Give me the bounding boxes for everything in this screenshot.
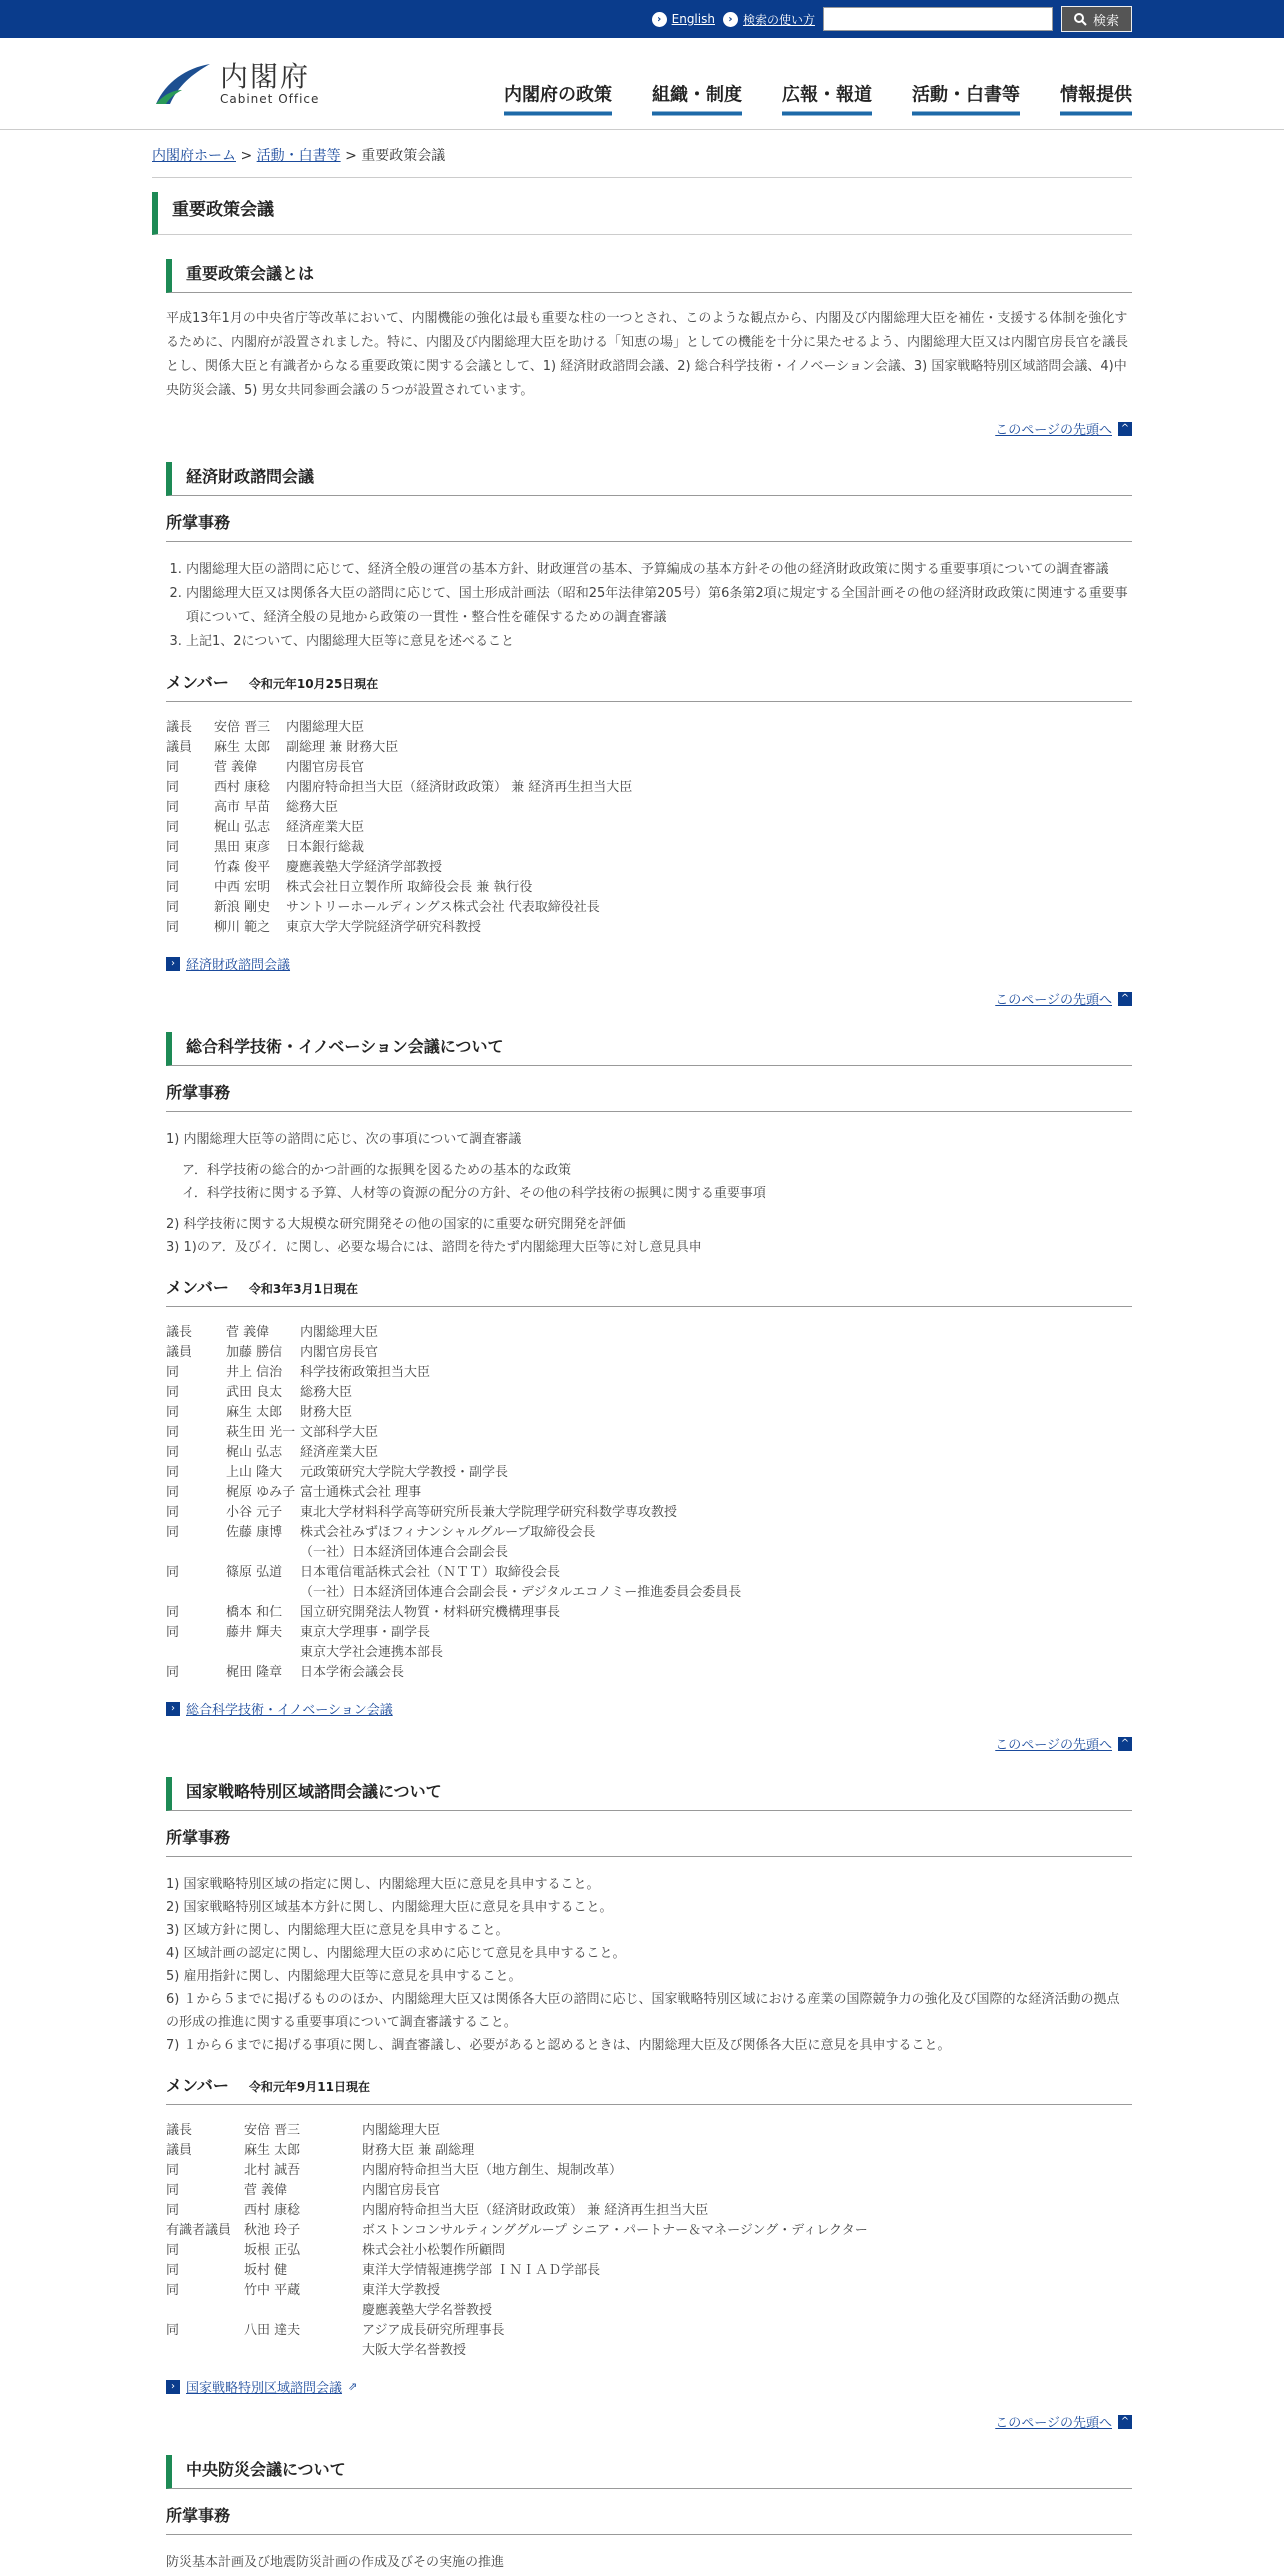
member-row: [166, 2261, 1132, 2281]
member-row: [166, 2201, 1132, 2221]
main-content: [152, 145, 1132, 2575]
member-title: 内閣府特命担当大臣（地方創生、規制改革）: [362, 2163, 623, 2178]
member-role: 同: [166, 920, 180, 935]
member-role: 同: [166, 1425, 180, 1440]
tokku-duties-heading: 所掌事務: [166, 1825, 1132, 1857]
list-item: 1. 内閣総理大臣の諮問に応じて、経済全般の運営の基本方針、財政運営の基本、予算編成の基本方針その他の経済財政政策に関する重要事項についての調査審議: [186, 558, 1132, 582]
member-title: 東洋大学教授: [362, 2283, 441, 2298]
member-row: [166, 2181, 1132, 2201]
member-role: 同: [166, 820, 180, 835]
page-title: 重要政策会議: [152, 192, 1132, 235]
member-role: 同: [166, 780, 180, 795]
member-row: [166, 1503, 1132, 1523]
member-role: 同: [166, 2203, 180, 2218]
chevron-right-icon: ›: [166, 2380, 180, 2394]
search-input[interactable]: [823, 7, 1053, 31]
keizai-members: [166, 718, 1132, 938]
keizai-related-link[interactable]: 経済財政諮問会議: [186, 958, 291, 973]
member-name: 篠原 弘道: [226, 1565, 283, 1580]
member-title: 富士通株式会社 理事: [300, 1485, 422, 1500]
tokku-related-link-wrap[interactable]: [166, 2377, 1132, 2396]
member-row: [166, 1603, 1132, 1623]
nav-press[interactable]: 広報・報道: [782, 81, 872, 116]
page-top-link-wrap[interactable]: [166, 419, 1132, 438]
tokku-related-link[interactable]: 国家戦略特別区域諮問会議: [186, 2381, 343, 2396]
list-item: 4) 区域計画の認定に関し、内閣総理大臣の求めに応じて意見を具申すること。: [166, 1946, 626, 1961]
member-title: 株式会社みずほフィナンシャルグループ取締役会長: [300, 1525, 596, 1540]
member-row: [166, 838, 1132, 858]
kagaku-related-link[interactable]: 総合科学技術・イノベーション会議: [186, 1703, 393, 1718]
member-title: 経済産業大臣: [286, 820, 365, 835]
member-role: 議長: [166, 1325, 193, 1340]
member-row: [166, 2281, 1132, 2301]
member-name: [244, 2301, 362, 2321]
nav-information[interactable]: 情報提供: [1060, 81, 1132, 116]
list-item: ア．科学技術の総合的かつ計画的な振興を図るための基本的な政策: [182, 1163, 571, 1178]
member-title: 東京大学理事・副学長: [300, 1625, 431, 1640]
top-bar: [0, 0, 1284, 38]
list-item: 7) １から６までに掲げる事項に関し、調査審議し、必要があると認めるときは、内閣総理大臣及び関係各大臣に意見を具申すること。: [166, 2038, 951, 2053]
members-date: 令和元年9月11日現在: [248, 2080, 370, 2094]
member-row: [166, 1323, 1132, 1343]
member-title: 内閣府特命担当大臣（経済財政政策） 兼 経済再生担当大臣: [286, 780, 633, 795]
member-title: 国立研究開発法人物質・材料研究機構理事長: [300, 1605, 561, 1620]
chevron-right-icon: ›: [166, 1702, 180, 1716]
member-role: 同: [166, 2323, 180, 2338]
english-link[interactable]: English: [671, 12, 715, 26]
member-role: 同: [166, 1625, 180, 1640]
member-role: 同: [166, 900, 180, 915]
member-role: [166, 1543, 226, 1563]
member-row: [166, 1623, 1132, 1643]
member-title: 東京大学大学院経済学研究科教授: [286, 920, 482, 935]
page-top-link[interactable]: このページの先頭へ: [995, 993, 1112, 1008]
breadcrumb-home[interactable]: 内閣府ホーム: [152, 148, 236, 164]
member-role: 議員: [166, 1345, 193, 1360]
search-icon: [1074, 13, 1087, 26]
member-role: 同: [166, 1665, 180, 1680]
member-name: [244, 2341, 362, 2361]
member-name: 藤井 輝夫: [226, 1625, 283, 1640]
member-role: 同: [166, 1465, 180, 1480]
member-name: [226, 1543, 300, 1563]
member-title: 慶應義塾大学名誉教授: [362, 2303, 493, 2318]
members-date: 令和3年3月1日現在: [248, 1282, 358, 1296]
member-row: [166, 1463, 1132, 1483]
member-name: 中西 宏明: [214, 880, 271, 895]
cabinet-office-logo-icon: [152, 60, 212, 108]
member-row: [166, 1643, 1132, 1663]
member-name: 坂根 正弘: [244, 2243, 301, 2258]
members-label: メンバー: [166, 673, 229, 692]
member-name: 竹中 平蔵: [244, 2283, 301, 2298]
member-row: [166, 858, 1132, 878]
search-button-label: 検索: [1092, 13, 1119, 29]
member-row: [166, 1663, 1132, 1683]
member-row: [166, 778, 1132, 798]
member-row: [166, 758, 1132, 778]
tokku-members-heading: [166, 2073, 1132, 2105]
member-title: 副総理 兼 財務大臣: [286, 740, 399, 755]
intro-heading: 重要政策会議とは: [166, 259, 1132, 293]
member-title: 東洋大学情報連携学部 ＩＮＩＡＤ学部長: [362, 2263, 601, 2278]
chevron-right-icon: ›: [723, 12, 738, 27]
kagaku-related-link-wrap[interactable]: [166, 1699, 1132, 1718]
arrow-up-icon: ^: [1118, 2415, 1132, 2429]
member-role: 議長: [166, 2123, 193, 2138]
member-row: [166, 818, 1132, 838]
page-top-link[interactable]: このページの先頭へ: [995, 423, 1112, 438]
arrow-up-icon: ^: [1118, 1737, 1132, 1751]
member-title: 財務大臣: [300, 1405, 353, 1420]
members-date: 令和元年10月25日現在: [248, 677, 379, 691]
member-name: [226, 1643, 300, 1663]
chevron-right-icon: ›: [652, 12, 667, 27]
member-name: 麻生 太郎: [226, 1405, 283, 1420]
list-item: 2) 国家戦略特別区域基本方針に関し、内閣総理大臣に意見を具申すること。: [166, 1900, 613, 1915]
members-label: メンバー: [166, 1278, 229, 1297]
member-row: [166, 2141, 1132, 2161]
member-title: 文部科学大臣: [300, 1425, 379, 1440]
member-name: 佐藤 康博: [226, 1525, 283, 1540]
member-name: 安倍 晋三: [244, 2123, 301, 2138]
member-row: [166, 1563, 1132, 1583]
member-role: 同: [166, 880, 180, 895]
list-item: 1) 内閣総理大臣等の諮問に応じ、次の事項について調査審議: [166, 1132, 522, 1147]
list-item: イ．科学技術に関する予算、人材等の資源の配分の方針、その他の科学技術の振興に関する重要事項: [182, 1186, 766, 1201]
breadcrumb-activities[interactable]: 活動・白書等: [256, 148, 341, 164]
member-row: [166, 1443, 1132, 1463]
member-row: [166, 1403, 1132, 1423]
bousai-duty: 防災基本計画及び地震防災計画の作成及びその実施の推進: [166, 2555, 505, 2570]
member-title: 日本電信電話株式会社（ＮＴＴ）取締役会長: [300, 1565, 561, 1580]
member-role: 同: [166, 1605, 180, 1620]
member-name: 柳川 範之: [214, 920, 271, 935]
kagaku-duties-heading: 所掌事務: [166, 1080, 1132, 1112]
member-name: 萩生田 光一: [226, 1425, 296, 1440]
member-row: [166, 2341, 1132, 2361]
member-row: [166, 798, 1132, 818]
member-row: [166, 738, 1132, 758]
arrow-up-icon: ^: [1118, 992, 1132, 1006]
member-role: 有識者議員: [166, 2223, 232, 2238]
member-row: [166, 2241, 1132, 2261]
member-role: 同: [166, 1385, 180, 1400]
member-row: [166, 878, 1132, 898]
member-title: （一社）日本経済団体連合会副会長: [300, 1545, 509, 1560]
member-title: 内閣官房長官: [362, 2183, 441, 2198]
member-role: 同: [166, 1565, 180, 1580]
member-name: 秋池 玲子: [244, 2223, 301, 2238]
list-item: 2) 科学技術に関する大規模な研究開発その他の国家的に重要な研究開発を評価: [166, 1217, 626, 1232]
member-name: 菅 義偉: [214, 760, 258, 775]
member-name: 梶田 隆章: [226, 1665, 283, 1680]
member-role: 議員: [166, 740, 193, 755]
keizai-heading: 経済財政諮問会議: [166, 462, 1132, 496]
member-title: 日本学術会議会長: [300, 1665, 405, 1680]
page-top-link-wrap[interactable]: [166, 2412, 1132, 2431]
logo-text-ja: 内閣府: [220, 60, 311, 93]
member-title: （一社）日本経済団体連合会副会長・デジタルエコノミー推進委員会委員長: [300, 1585, 742, 1600]
member-role: 議員: [166, 2143, 193, 2158]
member-row: [166, 1363, 1132, 1383]
member-row: [166, 2301, 1132, 2321]
nav-activities[interactable]: 活動・白書等: [912, 81, 1020, 116]
member-role: [166, 1643, 226, 1663]
member-role: 同: [166, 2243, 180, 2258]
member-row: [166, 2121, 1132, 2141]
member-row: [166, 898, 1132, 918]
breadcrumb: [152, 145, 1132, 178]
member-name: 高市 早苗: [214, 800, 271, 815]
member-name: 菅 義偉: [226, 1325, 270, 1340]
member-title: 科学技術政策担当大臣: [300, 1365, 431, 1380]
member-row: [166, 1483, 1132, 1503]
global-nav: [504, 81, 1132, 116]
member-name: 竹森 俊平: [214, 860, 271, 875]
bousai-duties-heading: 所掌事務: [166, 2503, 1132, 2535]
site-logo[interactable]: [152, 60, 319, 108]
kagaku-members: [166, 1323, 1132, 1683]
member-name: 武田 良太: [226, 1385, 283, 1400]
member-role: 同: [166, 800, 180, 815]
member-role: 同: [166, 1485, 180, 1500]
arrow-up-icon: ^: [1118, 422, 1132, 436]
member-row: [166, 718, 1132, 738]
members-label: メンバー: [166, 2076, 229, 2095]
page-top-link-wrap[interactable]: [166, 1734, 1132, 1753]
member-name: 菅 義偉: [244, 2183, 288, 2198]
tokku-duties-list: [166, 1873, 1132, 2057]
member-title: 内閣官房長官: [300, 1345, 379, 1360]
keizai-members-heading: [166, 670, 1132, 702]
member-role: 同: [166, 2283, 180, 2298]
member-role: [166, 2341, 244, 2361]
page-top-link-wrap[interactable]: [166, 989, 1132, 1008]
member-title: 総務大臣: [286, 800, 339, 815]
page-top-link[interactable]: このページの先頭へ: [995, 1738, 1112, 1753]
member-row: [166, 918, 1132, 938]
member-title: 日本銀行総裁: [286, 840, 365, 855]
member-row: [166, 1543, 1132, 1563]
kagaku-heading: 総合科学技術・イノベーション会議について: [166, 1032, 1132, 1066]
chevron-right-icon: ›: [166, 957, 180, 971]
member-title: 大阪大学名誉教授: [362, 2343, 467, 2358]
site-header: [0, 38, 1284, 130]
kagaku-duties-list: [166, 1128, 1132, 1259]
search-howto-link[interactable]: 検索の使い方: [742, 12, 815, 27]
list-item: 3) 区域方針に関し、内閣総理大臣に意見を具申すること。: [166, 1923, 509, 1938]
member-name: 梶山 弘志: [226, 1445, 283, 1460]
tokku-members: [166, 2121, 1132, 2361]
bousai-heading: 中央防災会議について: [166, 2455, 1132, 2489]
member-name: 上山 隆大: [226, 1465, 283, 1480]
member-name: 井上 信治: [226, 1365, 283, 1380]
member-name: 坂村 健: [244, 2263, 288, 2278]
member-title: 株式会社日立製作所 取締役会長 兼 執行役: [286, 880, 533, 895]
english-link-wrap[interactable]: [652, 12, 715, 27]
member-role: 同: [166, 760, 180, 775]
intro-text: 平成13年1月の中央省庁等改革において、内閣機能の強化は最も重要な柱の一つとされ、このような観点から、内閣及び内閣総理大臣を補佐・支援する体制を強化するために、内閣府が設置されました。特に、内閣及び内閣総理大臣を助ける「知恵の場」としての機能を十分に果たせるよう、内閣総理大臣又は内閣官房長官を議長とし、関係大臣と有識者からなる重要政策に関する会議として、1) 経済財政諮問会議、2) 総合科学技術・イノベーション会議、3) 国家戦略特別区域諮問会議、4)中央防災会議、5) 男女共同参画会議の５つが設置されています。: [166, 311, 1129, 398]
member-role: 同: [166, 1505, 180, 1520]
member-role: [166, 1583, 226, 1603]
member-row: [166, 1383, 1132, 1403]
member-name: 加藤 勝信: [226, 1345, 283, 1360]
member-title: 東京大学社会連携本部長: [300, 1645, 444, 1660]
member-name: [226, 1583, 300, 1603]
list-item: 1) 国家戦略特別区域の指定に関し、内閣総理大臣に意見を具申すること。: [166, 1877, 600, 1892]
member-name: 西村 康稔: [244, 2203, 301, 2218]
list-item: 2. 内閣総理大臣又は関係各大臣の諮問に応じて、国土形成計画法（昭和25年法律第205号）第6条第2項に規定する全国計画その他の経済財政政策に関連する重要事項について、経済全般の見地から政策の一貫性・整合性を確保するための調査審議: [186, 582, 1132, 630]
member-role: 同: [166, 2263, 180, 2278]
nav-organization[interactable]: 組織・制度: [652, 81, 742, 116]
member-row: [166, 1343, 1132, 1363]
keizai-duties-heading: 所掌事務: [166, 510, 1132, 542]
member-row: [166, 2221, 1132, 2241]
member-role: 同: [166, 1405, 180, 1420]
member-role: 同: [166, 2163, 180, 2178]
member-name: 黒田 東彦: [214, 840, 271, 855]
member-role: 同: [166, 2183, 180, 2198]
member-title: 東北大学材料科学高等研究所長兼大学院理学研究科数学専攻教授: [300, 1505, 678, 1520]
keizai-related-link-wrap[interactable]: [166, 954, 1132, 973]
section-intro: [166, 259, 1132, 2575]
tokku-heading: 国家戦略特別区域諮問会議について: [166, 1777, 1132, 1811]
member-name: 西村 康稔: [214, 780, 271, 795]
member-title: 株式会社小松製作所顧問: [362, 2243, 506, 2258]
breadcrumb-sep: >: [240, 148, 253, 164]
kagaku-members-heading: [166, 1275, 1132, 1307]
external-link-icon: ⇗: [348, 2380, 358, 2393]
member-title: サントリーホールディングス株式会社 代表取締役社長: [286, 900, 600, 915]
nav-policies[interactable]: 内閣府の政策: [504, 81, 612, 116]
member-title: 総務大臣: [300, 1385, 353, 1400]
list-item: 3. 上記1、2について、内閣総理大臣等に意見を述べること: [186, 630, 1132, 654]
member-role: 同: [166, 1445, 180, 1460]
list-item: 6) １から５までに掲げるもののほか、内閣総理大臣又は関係各大臣の諮問に応じ、国家戦略特別区域における産業の国際競争力の強化及び国際的な経済活動の拠点の形成の推進に関する重要事項について調査審議すること。: [166, 1992, 1120, 2030]
member-row: [166, 1423, 1132, 1443]
member-title: 内閣官房長官: [286, 760, 365, 775]
member-title: 内閣総理大臣: [286, 720, 365, 735]
member-name: 八田 達夫: [244, 2323, 301, 2338]
member-name: 麻生 太郎: [244, 2143, 301, 2158]
page-top-link[interactable]: このページの先頭へ: [995, 2416, 1112, 2431]
howto-link-wrap[interactable]: [723, 11, 815, 28]
member-name: 橋本 和仁: [226, 1605, 283, 1620]
member-name: 安倍 晋三: [214, 720, 271, 735]
member-role: 同: [166, 1365, 180, 1380]
breadcrumb-sep: >: [345, 148, 357, 164]
member-title: 内閣総理大臣: [300, 1325, 379, 1340]
member-row: [166, 1583, 1132, 1603]
member-name: 新浪 剛史: [214, 900, 271, 915]
member-role: 同: [166, 1525, 180, 1540]
member-name: 梶山 弘志: [214, 820, 271, 835]
list-item: 3) 1)のア．及びイ．に関し、必要な場合には、諮問を待たず内閣総理大臣等に対し意見具申: [166, 1240, 702, 1255]
member-name: 小谷 元子: [226, 1505, 283, 1520]
member-title: アジア成長研究所理事長: [362, 2323, 505, 2338]
member-row: [166, 2321, 1132, 2341]
member-title: 財務大臣 兼 副総理: [362, 2143, 475, 2158]
breadcrumb-current: 重要政策会議: [361, 148, 446, 164]
member-title: 慶應義塾大学経済学部教授: [286, 860, 443, 875]
keizai-duties-list: [166, 558, 1132, 654]
member-name: 麻生 太郎: [214, 740, 271, 755]
member-name: 北村 誠吾: [244, 2163, 301, 2178]
member-title: 内閣総理大臣: [362, 2123, 441, 2138]
member-role: 同: [166, 840, 180, 855]
member-row: [166, 1523, 1132, 1543]
member-role: 議長: [166, 720, 193, 735]
logo-text-en: Cabinet Office: [220, 92, 320, 106]
member-title: ボストンコンサルティンググループ シニア・パートナー＆マネージング・ディレクター: [362, 2223, 868, 2238]
member-name: 梶原 ゆみ子: [226, 1485, 296, 1500]
member-title: 元政策研究大学院大学教授・副学長: [300, 1465, 509, 1480]
search-button[interactable]: [1061, 6, 1132, 32]
member-title: 内閣府特命担当大臣（経済財政政策） 兼 経済再生担当大臣: [362, 2203, 709, 2218]
list-item: 5) 雇用指針に関し、内閣総理大臣等に意見を具申すること。: [166, 1969, 522, 1984]
member-role: 同: [166, 860, 180, 875]
member-title: 経済産業大臣: [300, 1445, 379, 1460]
member-role: [166, 2301, 244, 2321]
member-row: [166, 2161, 1132, 2181]
